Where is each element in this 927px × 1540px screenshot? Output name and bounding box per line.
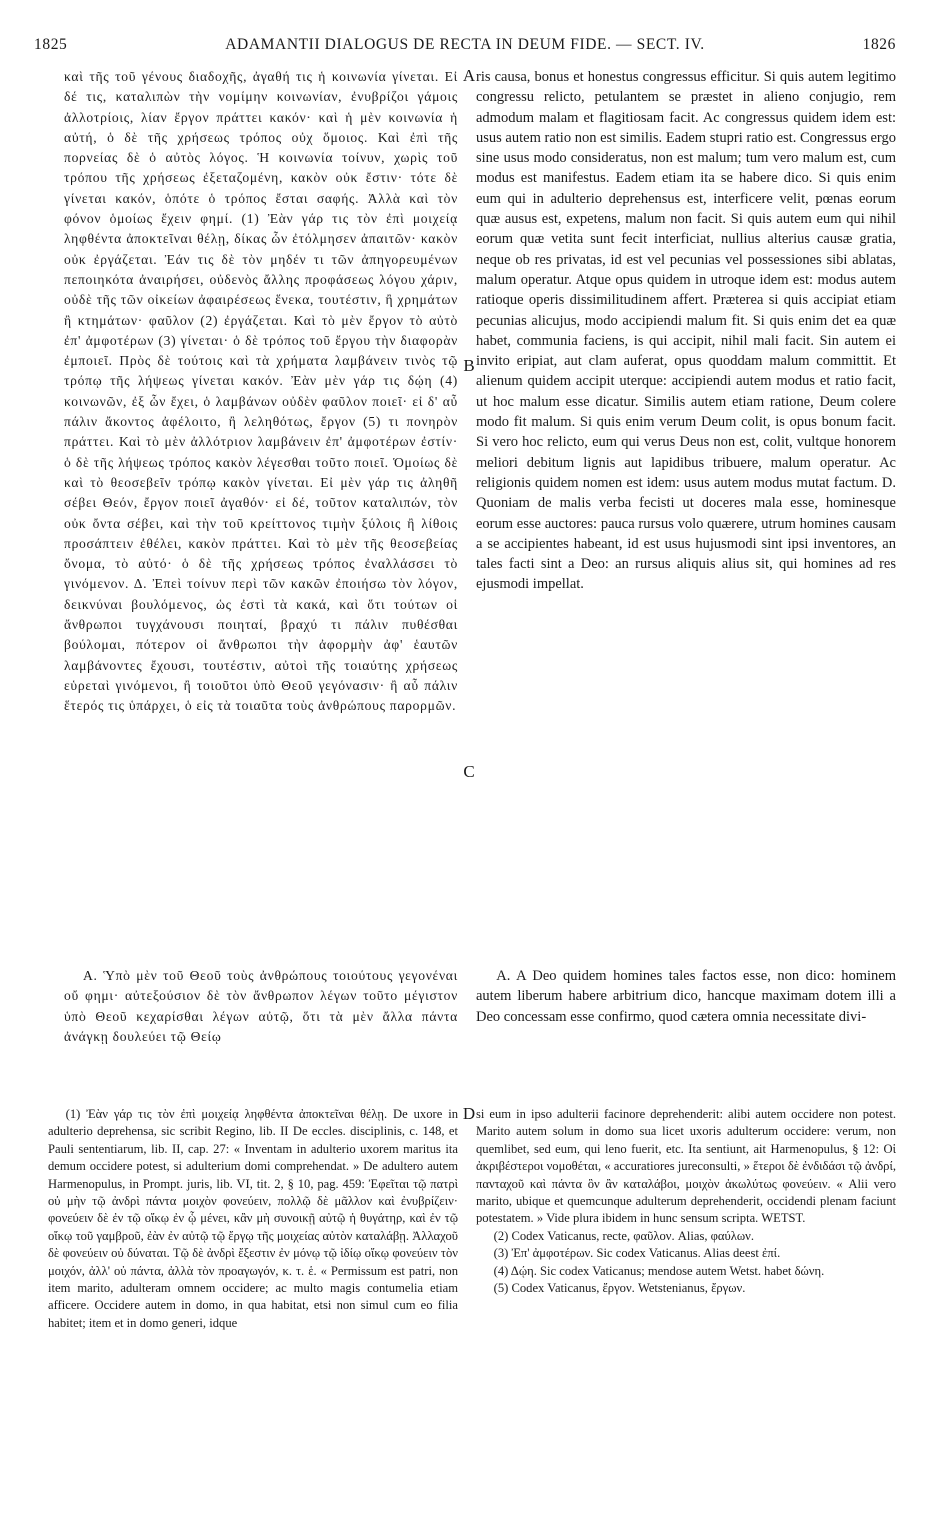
page-number-left: 1825: [34, 36, 68, 53]
footnote-3: (3) Ἐπ' ἀμφοτέρων. Sic codex Vaticanus. Alias deest ἐπί.: [493, 1246, 781, 1261]
latin-text-continued: A. A Deo quidem homines tales factos esse, non dico: hominem autem liberum habere arbitrium dico, hancque maximam dotem illi a Deo concessam esse confirmo, quod cætera omnia necessitate divi-: [476, 968, 896, 1025]
footnote-5: (5) Codex Vaticanus, ἔργον. Wetstenianus, ἔργων.: [493, 1281, 746, 1296]
footnote-2: (2) Codex Vaticanus, recte, φαῦλον. Alias, φαύλων.: [493, 1228, 754, 1243]
section-marker-b: B: [463, 356, 475, 375]
greek-text: καὶ τῆς τοῦ γένους διαδοχῆς, ἀγαθή τις ἡ κοινωνία γίνεται. Εἰ δέ τις, καταλιπὼν τὴν νομίμην κοινωνίαν, ἐνυβρίζοι γάμοις ἀλλοτρίοις, λίαν ἔργον πράττει κακόν· καὶ ἡ μὲν κοινωνία ἡ αὐτή, ὁ δὲ τῆς χρήσεως τρόπος οὐχ ὅμοιος. Καὶ ἐπὶ τῆς πορνείας δὲ ὁ αὐτὸς λόγος. Ἡ κοινωνία τοίνυν, χωρὶς τοῦ τρόπου τῆς χρήσεως ἐξεταζομένη, κακὸν οὐκ ἔστιν· τότε δὲ γίνεται κακόν, ὁπότε ὁ τρόπος ἔσται σαφής. Ἀλλὰ καὶ τὸν φόνον ὁμοίως ἔχειν φημί. (1) Ἐὰν γάρ τις τὸν ἐπὶ μοιχείᾳ ληφθέντα ἀποκτεῖναι θέλῃ, δίκας ὧν ἐτόλμησεν ἀπαιτῶν· κακὸν οὐκ ἐργάζεται. Ἐάν τις δὲ τὸν μηδέν τι τῶν ἀπηγορευμένων πεποιηκότα ἀναιρήσει, οὐδενὸς ἄλλης προφάσεως λόγου χάριν, οὐδὲ τῆς τῶν οἰκείων ἀφαιρέσεως ἕνεκα, τουτέστιν, ἢ χρημάτων ἢ κτημάτων· φαῦλον (2) ἐργάζεται. Καὶ τὸ μὲν ἔργον τὸ αὐτὸ ἐπ' ἀμφοτέρων (3) γίνεται· ὁ δὲ τρόπος τοῦ ἔργου τὴν διαφορὰν ἐμποιεῖ. Πρὸς δὲ τούτοις καὶ τὰ χρήματα λαμβάνειν τινὸς τῷ τρόπῳ τῆς λήψεως γίνεται κακόν. Ἐὰν μὲν γάρ τις δῴη (4) κοινωνῶν, ἐξ ὧν ἔχει, ὁ λαμβάνων οὐδὲν φαῦλον ποιεῖ· εἰ δ' αὖ πάλιν ἄκοντος ἀφέλοιτο, ἢ λεληθότως, ἔργον (5) τι πονηρὸν πράττει. Καὶ τὸ μὲν ἀλλότριον λαμβάνειν ἐπ' ἀμφοτέρων ἐστίν· ὁ δὲ τῆς λήψεως τρόπος κακὸν λέγεσθαι τοῦτο ποιεῖ. Ὁμοίως δὲ καὶ τὸ θεοσεβεῖν τρόπῳ κακὸν γίνεται. Εἰ μὲν γάρ τις ἀληθῆ σέβει Θεόν, ἔργον ποιεῖ ἀγαθόν· εἰ δέ, τοῦτον καταλιπών, τὸν οὐκ ὄντα σέβει, καὶ τὴν τοῦ κρείττονος τιμὴν ξύλοις ἢ λίθοις προσάπτειν ἐθέλει, κακὸν πράττει. Καὶ τὸ μὲν τῆς θεοσεβείας ὄνομα, τὸ αὐτό· ὁ δὲ τῆς χρήσεως τρόπος ἐναλλάσσει τὸ γινόμενον. Δ. Ἐπεὶ τοίνυν περὶ τῶν κακῶν ἐποιήσω τὸν λόγον, δεικνύναι βουλόμενος, ὡς ἐστὶ τὰ κακά, καὶ ὅτι τούτων οἱ ἄνθρωποι τυγχάνουσι ποιηταί, βραχύ τι πάλιν πυθέσθαι βούλομαι, πότερον οἱ ἄνθρωποι τὴν ἀφορμὴν ἀφ' ἑαυτῶν λαμβάνοντες ἔχουσι, τουτέστιν, αὐτοὶ τῆς τοιαύτης χρήσεως εὑρεταὶ γινόμενοι, ἢ τοιοῦτοι ὑπὸ Θεοῦ γεγόνασιν· ἢ αὖ πάλιν ἕτερός τις ὑπάρχει, ὁ εἰς τὰ τοιαῦτα τοὺς ἀνθρώπους παρορμῶν.: [64, 69, 458, 714]
greek-column: [64, 67, 458, 877]
footnotes-left: [48, 1106, 458, 1536]
footnote-1: (1) Ἐὰν γάρ τις τὸν ἐπὶ μοιχείᾳ ληφθέντα ἀποκτεῖναι θέλῃ. De uxore in adulterio deprehensa, sic scribit Regino, lib. II De eccles. disciplinis, c. 148, et Pauli sententiarum, lib. II, cap. 27: « Inventam in adulterio uxorem maritus ita demum occidere potest, si adulterium domi comprehendat. » De adultero autem Harmenopulus, in Prompt. juris, lib. VI, tit. 2, § 10, pag. 459: Ἐφεῖται τῷ πατρὶ οὐ μὴν τῷ ἀνδρὶ πάντα μοιχὸν φονεύειν, πολλῷ δὲ μᾶλλον καὶ ἐνυβρίζειν· φονεύειν δὲ ἐν τῷ οἴκῳ ἐν ᾧ μένει, κἂν μὴ συνοικῇ αὐτῷ ἡ θυγάτηρ, καὶ ἐν τῷ οἴκῳ τοῦ γαμβροῦ, ἐὰν ἐν αὐτῷ τῷ ἔργῳ τῆς μοιχείας αὐτὸν καταλάβῃ. Ἀλλαχοῦ δὲ φονεύειν οὐ δύναται. Τῷ δὲ ἀνδρὶ ἔξεστιν ἐν μόνῳ τῷ ἰδίῳ οἴκῳ φονεύειν τὸν μοιχόν, ἀλλ' οὐ πάντα, ἀλλὰ τὸν προαγωγόν, κ. τ. ἑ. « Permissum est patri, non item marito, adulteram omnem occidere; ac multo magis contumelia etiam afficere. Occidere autem in domo, in qua habitat, etsi non simul cum eo filia habitet; item et in domo generi, idque: [48, 1107, 458, 1330]
section-marker-a: A: [462, 66, 476, 85]
page-header: [34, 36, 896, 58]
greek-text-continued: Α. Ὑπὸ μὲν τοῦ Θεοῦ τοὺς ἀνθρώπους τοιούτους γεγονέναι οὔ φημι· αὐτεξούσιον δὲ τὸν ἄνθρωπον λέγων τοῦτο μέγιστον ὑπὸ Θεοῦ κεχαρίσθαι λέγων αὐτῷ, ὅτι τὰ μὲν ἄλλα πάντα ἀνάγκῃ δουλεύει τῷ Θείῳ: [64, 968, 458, 1044]
running-title: ADAMANTII DIALOGUS DE RECTA IN DEUM FIDE. — SECT. IV.: [225, 36, 705, 53]
latin-column-continued: [476, 966, 896, 1046]
section-marker-c: C: [463, 762, 475, 781]
latin-column: [476, 67, 896, 887]
footnote-1-continued: si eum in ipso adulterii facinore deprehenderit: alibi autem occidere non potest. Marito autem solum in domo sua licet uxoris adulterum occidere: verum, non quemlibet, sed eum, qui leno fuerit, etc. Ita sentiunt, ait Harmenopulus, § 12: Οἱ ἀκριβέστεροι νομοθέται, « accuratiores jureconsulti, » ἕτεροι δὲ ἐνδιδάσι τῷ ἀνδρί, πανταχοῦ καὶ πάντα ὃν ἂν καταλάβοι, μοιχὸν ἀκωλύτως φονεύειν. « Alii vero marito, ubique et quemcunque adulterum deprehenderit, occidendi plenam faciunt potestatem. » Vide plura ibidem in hunc sensum scripta. WETST.: [476, 1107, 896, 1226]
footnote-4: (4) Δῴη. Sic codex Vaticanus; mendose autem Wetst. habet δώνη.: [493, 1263, 825, 1278]
greek-column-continued: [64, 966, 458, 1046]
footnotes-right: [476, 1106, 896, 1406]
page-number-right: 1826: [862, 36, 896, 53]
section-marker-d: D: [462, 1104, 476, 1123]
latin-text: ris causa, bonus et honestus congressus efficitur. Si quis autem legitimo congressu relicto, petulantem se præstet in alieno conjugio, rem admodum malam et flagitiosam facit. Ac congressus quidem idem est: usus autem ratio non est similis. Eadem stupri ratio est. Congressus ergo sine usus modo consideratus, non est malum; tum vero malum est, cum modus est manifestus. Eadem etiam ita se habere dico. Si quis enim eum qui in adulterio deprehensus est, interficere velit, pœnas eorum quæ ausus est, expetens, malum non facit. Si quis autem eum qui nihil eorum quæ vetita sunt fecit interficiat, nullius alterius causæ gratia, neque ob res privatas, id est vel pecunias vel possessiones sibi ablatas, malum operatur. Atque opus quidem in utroque idem est: modus autem ratioque operis dissimilitudinem affert. Præterea si quis accipiat etiam pecunias alicujus, modo accipiendi malum fit. Si quis enim det ea quæ habet, communia faciens, is qui accipit, nihil mali facit. Sin autem ei invito eripiat, aut clam auferat, opus quoddam malum committit. Et alienum quidem accipit uterque: accipiendi autem modus et ratio facit, ut hoc malum esse dicatur. Similis autem etiam ratione, Deum colere modo fit malum. Si quis enim verum Deum colit, is opus bonum facit. Si vero hoc relicto, eum qui verus Deus non est, colit, vultque honorem meliori debitum lignis aut lapidibus tribuere, malum operatur. Ac religionis quidem nomen est idem: usus autem modus mutat factum. D. Quoniam de malis verba fecisti ut doceres mala esse, hominesque eorum esse auctores: pauca rursus volo quærere, utrum homines causam a se accipientes habeant, id est usus hujusmodi sint ipsi inventores, an tales facti sint a Deo: an rursus aliquis alius sit, qui homines ad res ejusmodi impellat.: [476, 69, 896, 593]
